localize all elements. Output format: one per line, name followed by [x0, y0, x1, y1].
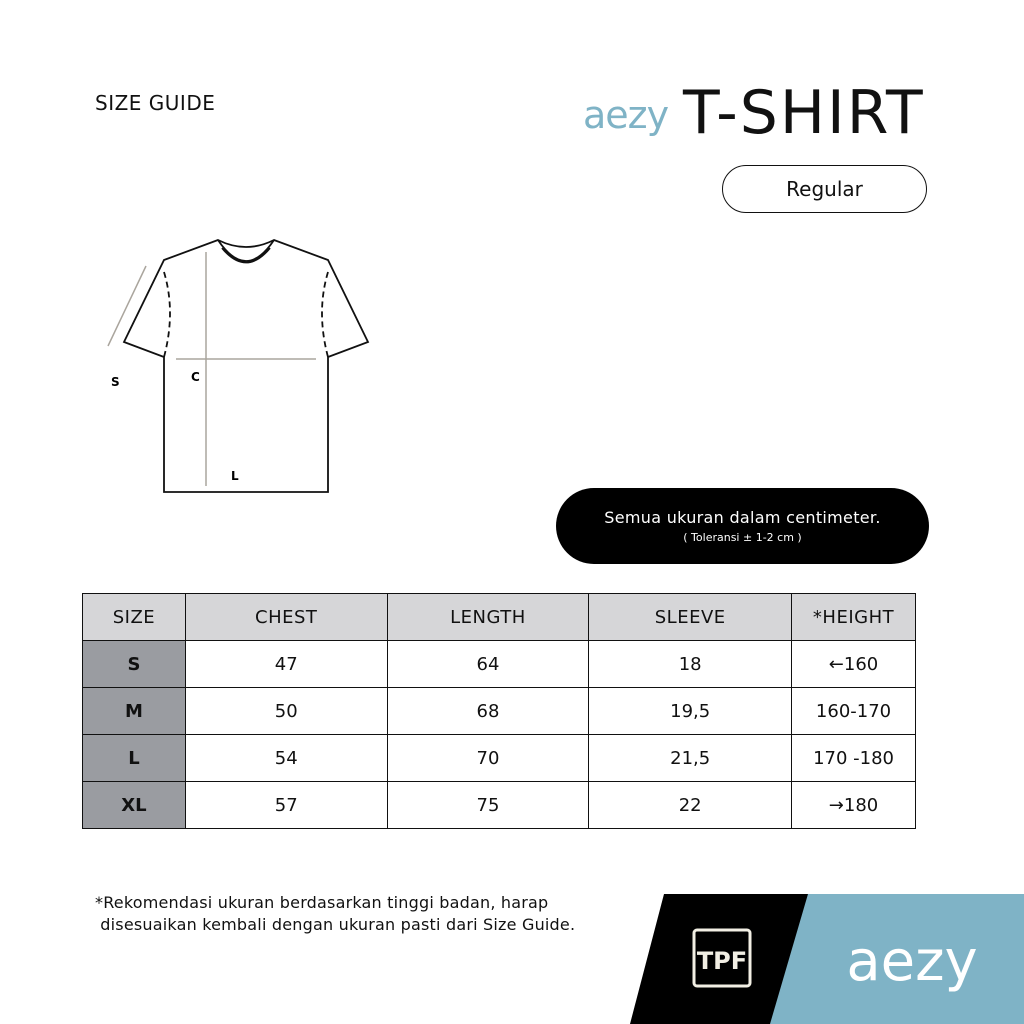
header-length: LENGTH	[387, 594, 589, 641]
size-cell: L	[83, 735, 186, 782]
footer-brand-band	[630, 894, 1024, 1024]
chest-cell: 47	[185, 641, 387, 688]
fit-badge	[722, 165, 927, 213]
table-row	[83, 688, 916, 735]
product-title: T-SHIRT	[683, 78, 925, 148]
length-cell: 64	[387, 641, 589, 688]
tshirt-diagram	[100, 232, 380, 502]
height-cell: ←160	[792, 641, 916, 688]
footnote-line-1: *Rekomendasi ukuran berdasarkan tinggi badan, harap	[95, 893, 549, 912]
chest-cell: 54	[185, 735, 387, 782]
chest-cell: 50	[185, 688, 387, 735]
header-chest: CHEST	[185, 594, 387, 641]
sleeve-cell: 19,5	[589, 688, 792, 735]
size-cell: M	[83, 688, 186, 735]
table-row	[83, 641, 916, 688]
header-sleeve: SLEEVE	[589, 594, 792, 641]
size-cell: XL	[83, 782, 186, 829]
length-label: L	[231, 469, 239, 483]
brand-logo-text: aezy	[583, 93, 669, 137]
sleeve-cell: 21,5	[589, 735, 792, 782]
unit-note-text: Semua ukuran dalam centimeter.	[604, 508, 881, 527]
sleeve-label: S	[111, 375, 120, 389]
sleeve-cell: 22	[589, 782, 792, 829]
size-guide-heading: SIZE GUIDE	[95, 91, 216, 115]
footer-brand-logo: aezy	[846, 929, 978, 994]
table-row	[83, 735, 916, 782]
header-height: *HEIGHT	[792, 594, 916, 641]
tshirt-outline	[124, 240, 368, 492]
header-size: SIZE	[83, 594, 186, 641]
footnote-line-2: disesuaikan kembali dengan ukuran pasti dari Size Guide.	[95, 915, 576, 934]
size-cell: S	[83, 641, 186, 688]
chest-label: C	[191, 370, 200, 384]
table-row	[83, 782, 916, 829]
length-cell: 68	[387, 688, 589, 735]
chest-cell: 57	[185, 782, 387, 829]
height-footnote	[95, 892, 575, 936]
unit-note-banner	[556, 488, 929, 564]
fit-label: Regular	[786, 177, 863, 201]
svg-text:TPF: TPF	[696, 947, 748, 975]
length-cell: 75	[387, 782, 589, 829]
table-header-row	[83, 594, 916, 641]
length-cell: 70	[387, 735, 589, 782]
size-table	[82, 593, 916, 829]
sleeve-cell: 18	[589, 641, 792, 688]
height-cell: 170 -180	[792, 735, 916, 782]
measure-lines	[108, 252, 316, 486]
height-cell: 160-170	[792, 688, 916, 735]
height-cell: →180	[792, 782, 916, 829]
tolerance-note-text: ( Toleransi ± 1-2 cm )	[683, 531, 802, 544]
